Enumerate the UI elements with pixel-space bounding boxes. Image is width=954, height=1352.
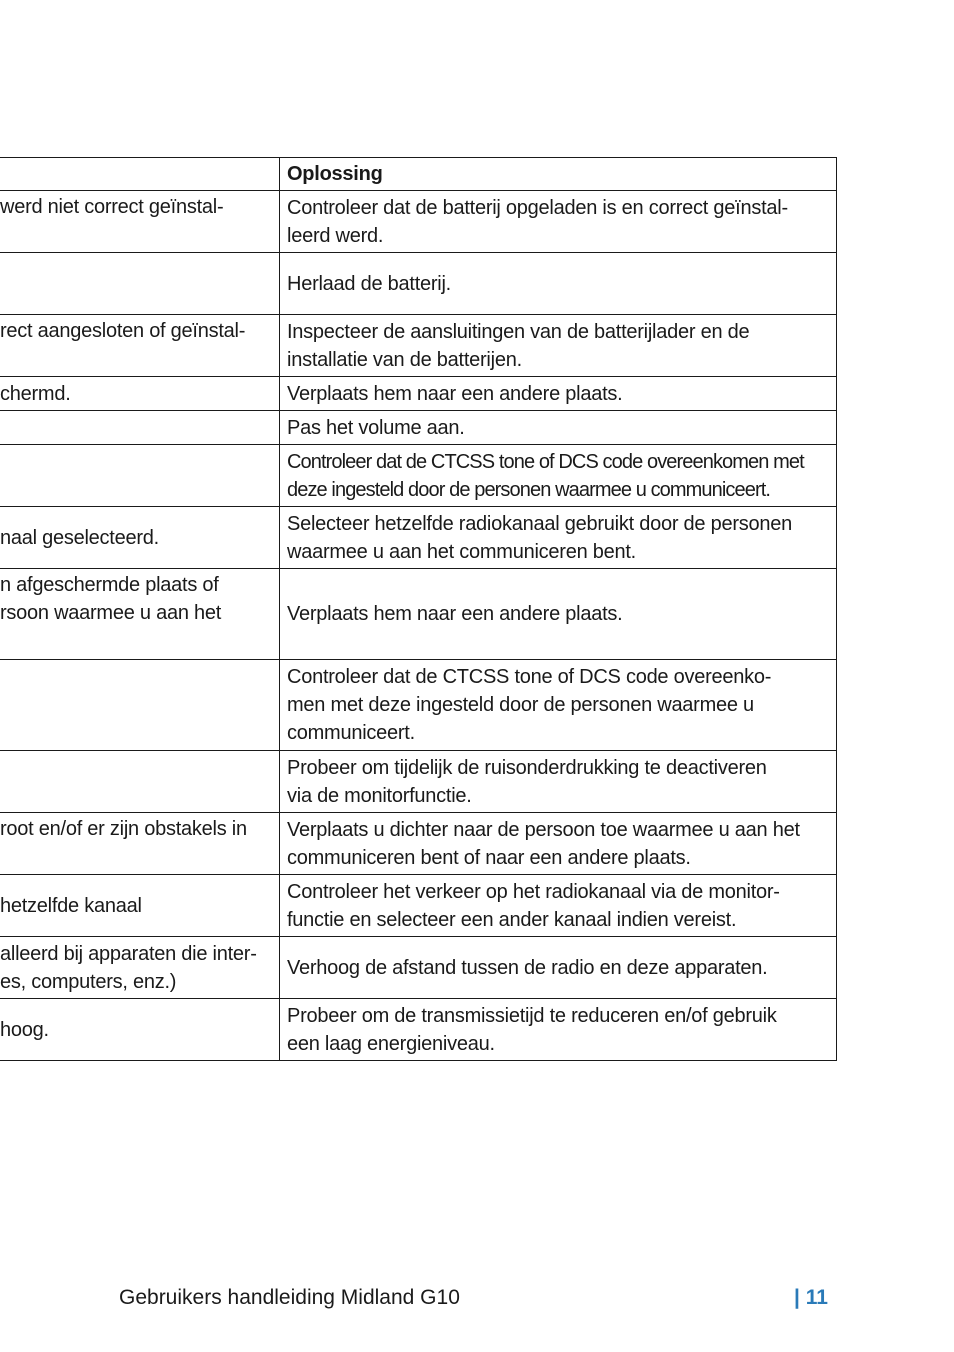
problem-cell — [0, 660, 280, 751]
solution-cell: Selecteer hetzelfde radiokanaal gebruikt door de personen waarmee u aan het communiceren bent. — [280, 507, 837, 569]
solution-cell: Controleer dat de CTCSS tone of DCS code overeenko- men met deze ingesteld door de personen waarmee u communiceert. — [280, 660, 837, 751]
table-header-row — [0, 158, 837, 191]
table-row — [0, 191, 837, 253]
solution-cell: Verplaats u dichter naar de persoon toe waarmee u aan het communiceren bent of naar een andere plaats. — [280, 813, 837, 875]
solution-cell: Probeer om de transmissietijd te reduceren en/of gebruik een laag energieniveau. — [280, 999, 837, 1061]
table-row — [0, 569, 837, 660]
solution-cell: Controleer dat de batterij opgeladen is en correct geïnstal- leerd werd. — [280, 191, 837, 253]
problem-cell — [0, 445, 280, 507]
table-row — [0, 660, 837, 751]
table-row — [0, 411, 837, 445]
problem-cell — [0, 253, 280, 315]
problem-cell: root en/of er zijn obstakels in — [0, 813, 280, 875]
solution-cell: Probeer om tijdelijk de ruisonderdrukking te deactiveren via de monitorfunctie. — [280, 751, 837, 813]
solution-cell: Inspecteer de aansluitingen van de batterijlader en de installatie van de batterijen. — [280, 315, 837, 377]
solution-cell: Controleer dat de CTCSS tone of DCS code overeenkomen met deze ingesteld door de personen waarmee u communiceert. — [280, 445, 837, 507]
problem-cell: hetzelfde kanaal — [0, 875, 280, 937]
problem-cell: naal geselecteerd. — [0, 507, 280, 569]
solution-cell: Pas het volume aan. — [280, 411, 837, 445]
troubleshooting-table — [0, 157, 837, 1061]
solution-cell: Verhoog de afstand tussen de radio en deze apparaten. — [280, 937, 837, 999]
problem-cell: n afgeschermde plaats of rsoon waarmee u aan het — [0, 569, 280, 660]
problem-cell: rect aangesloten of geïnstal- — [0, 315, 280, 377]
table-row — [0, 253, 837, 315]
problem-cell: werd niet correct geïnstal- — [0, 191, 280, 253]
problem-column-header — [0, 158, 280, 191]
solution-cell: Herlaad de batterij. — [280, 253, 837, 315]
page-number: | 11 — [794, 1286, 828, 1309]
table-row — [0, 445, 837, 507]
table-row — [0, 377, 837, 411]
solution-column-header: Oplossing — [280, 158, 837, 191]
problem-cell — [0, 751, 280, 813]
table-row — [0, 875, 837, 937]
problem-cell: hoog. — [0, 999, 280, 1061]
solution-cell: Verplaats hem naar een andere plaats. — [280, 377, 837, 411]
footer-manual-title: Gebruikers handleiding Midland G10 — [119, 1286, 460, 1309]
problem-cell: chermd. — [0, 377, 280, 411]
problem-cell — [0, 411, 280, 445]
table-row — [0, 507, 837, 569]
table-row — [0, 813, 837, 875]
problem-cell: alleerd bij apparaten die inter- es, computers, enz.) — [0, 937, 280, 999]
solution-cell: Controleer het verkeer op het radiokanaal via de monitor- functie en selecteer een ander kanaal indien vereist. — [280, 875, 837, 937]
solution-cell: Verplaats hem naar een andere plaats. — [280, 569, 837, 660]
table-row — [0, 315, 837, 377]
table-row — [0, 999, 837, 1061]
table-row — [0, 937, 837, 999]
table-row — [0, 751, 837, 813]
